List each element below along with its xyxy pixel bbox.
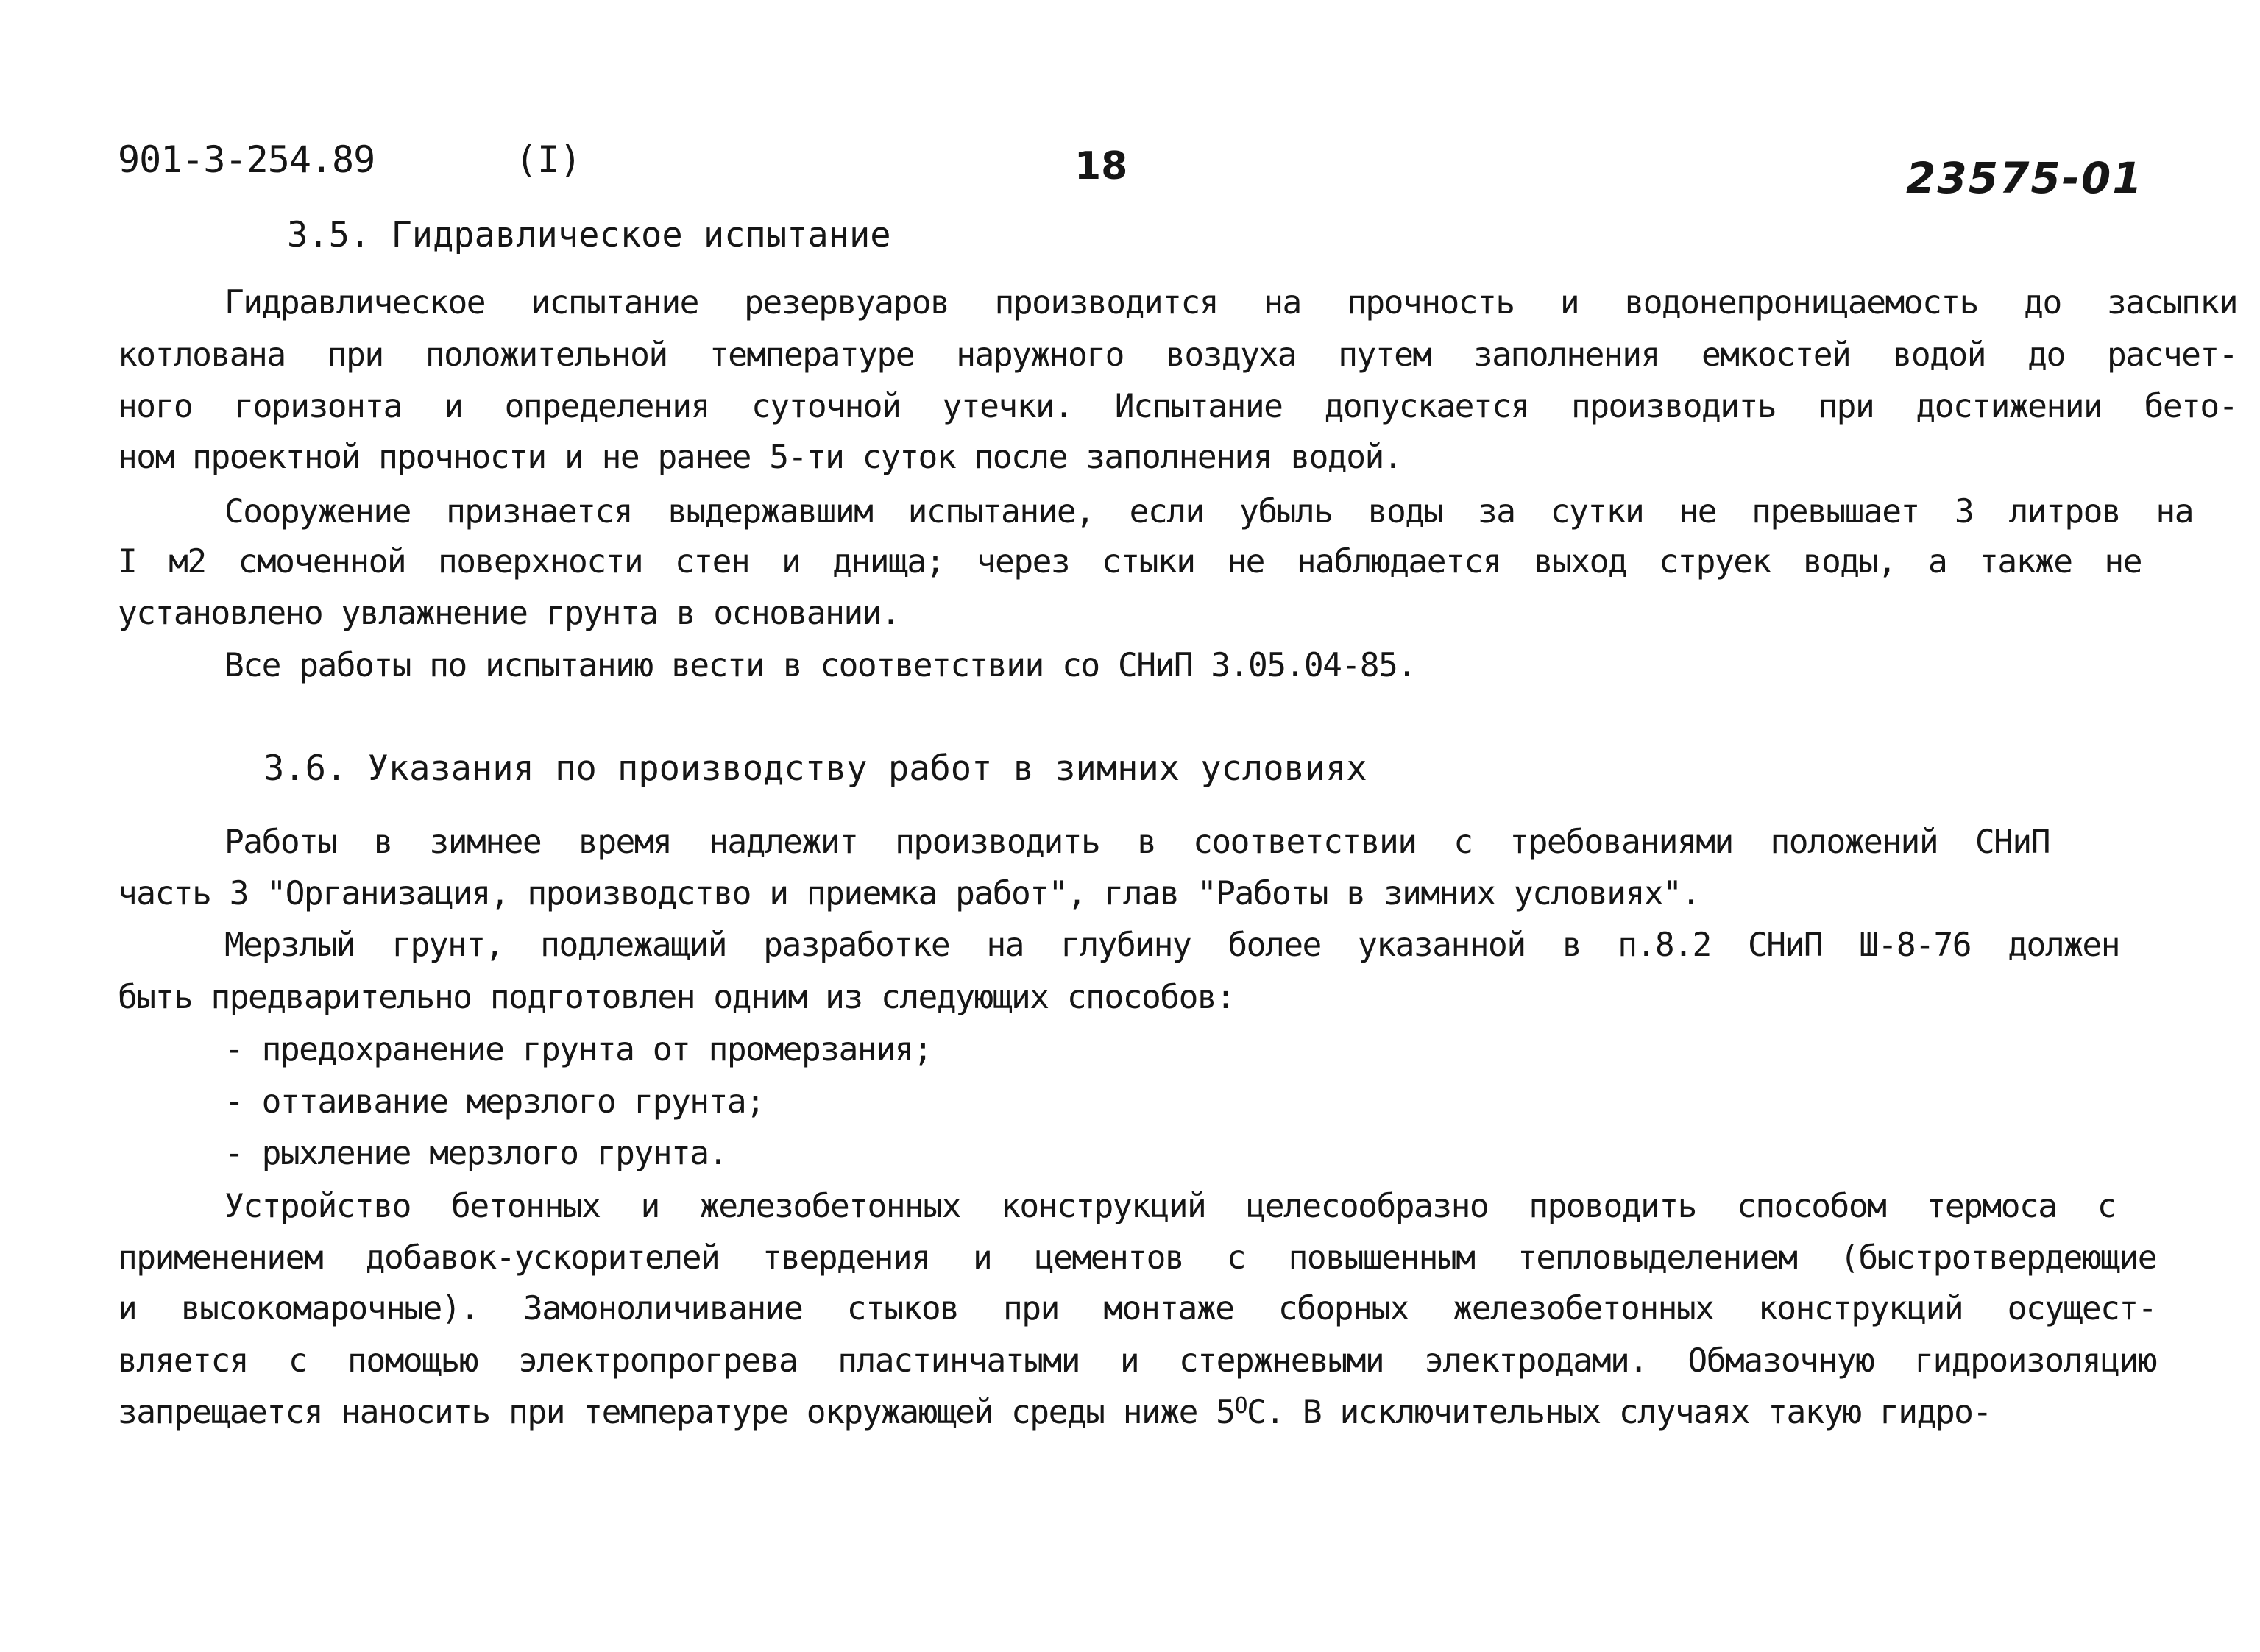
section-heading-3-6: 3.6. Указания по производству работ в зимних условиях	[263, 748, 1367, 789]
text-line: котлована при положительной температуре наружного воздуха путем заполнения емкостей водой до расчет-	[118, 336, 2237, 374]
text-line: быть предварительно подготовлен одним из следующих способов:	[118, 979, 1235, 1016]
text-fragment: С. В исключительных случаях такую гидро-	[1247, 1394, 1991, 1431]
sheet-number: (I)	[515, 138, 582, 181]
text-line: Сооружение признается выдержавшим испытание, если убыль воды за сутки не превышает 3 литров на	[224, 493, 2193, 531]
text-line: вляется с помощью электропрогрева пластинчатыми и стержневыми электродами. Обмазочную гидроизоляцию	[118, 1342, 2156, 1380]
degree-superscript: O	[1234, 1393, 1247, 1419]
text-line: I м2 смоченной поверхности стен и днища; через стыки не наблюдается выход струек воды, а также не	[118, 543, 2142, 581]
text-line: Все работы по испытанию вести в соответствии со СНиП 3.05.04-85.	[224, 647, 1416, 684]
text-line: применением добавок-ускорителей твердения и цементов с повышенным тепловыделением (быстротвердеющие	[118, 1239, 2156, 1277]
text-fragment: запрещается наносить при температуре окружающей среды ниже 5	[118, 1394, 1235, 1431]
text-line: Устройство бетонных и железобетонных конструкций целесообразно проводить способом термоса с	[224, 1188, 2116, 1225]
text-line: установлено увлажнение грунта в основании.	[118, 595, 900, 632]
document-code: 901-3-254.89	[118, 138, 375, 181]
text-line: Работы в зимнее время надлежит производить в соответствии с требованиями положений СНиП	[224, 823, 2050, 861]
inventory-stamp: 23575-01	[1906, 153, 2144, 203]
list-item: - рыхление мерзлого грунта.	[224, 1135, 727, 1172]
text-line: Гидравлическое испытание резервуаров производится на прочность и водонепроницаемость до засыпки	[224, 284, 2237, 322]
text-line: ного горизонта и определения суточной утечки. Испытание допускается производить при достижении бето-	[118, 388, 2237, 425]
page-number: 18	[1074, 144, 1128, 188]
text-line: и высокомарочные). Замоноличивание стыков при монтаже сборных железобетонных конструкций осущест-	[118, 1290, 2156, 1327]
list-item: - предохранение грунта от промерзания;	[224, 1031, 932, 1068]
list-item: - оттаивание мерзлого грунта;	[224, 1083, 765, 1121]
text-line: Мерзлый грунт, подлежащий разработке на глубину более указанной в п.8.2 СНиП Ш-8-76 должен	[224, 926, 2119, 964]
text-line: ном проектной прочности и не ранее 5-ти суток после заполнения водой.	[118, 439, 1403, 476]
text-line: часть 3 "Организация, производство и приемка работ", глав "Работы в зимних условиях".	[118, 875, 1700, 912]
text-line-with-superscript	[118, 1393, 2237, 1431]
section-heading-3-5: 3.5. Гидравлическое испытание	[287, 215, 891, 255]
